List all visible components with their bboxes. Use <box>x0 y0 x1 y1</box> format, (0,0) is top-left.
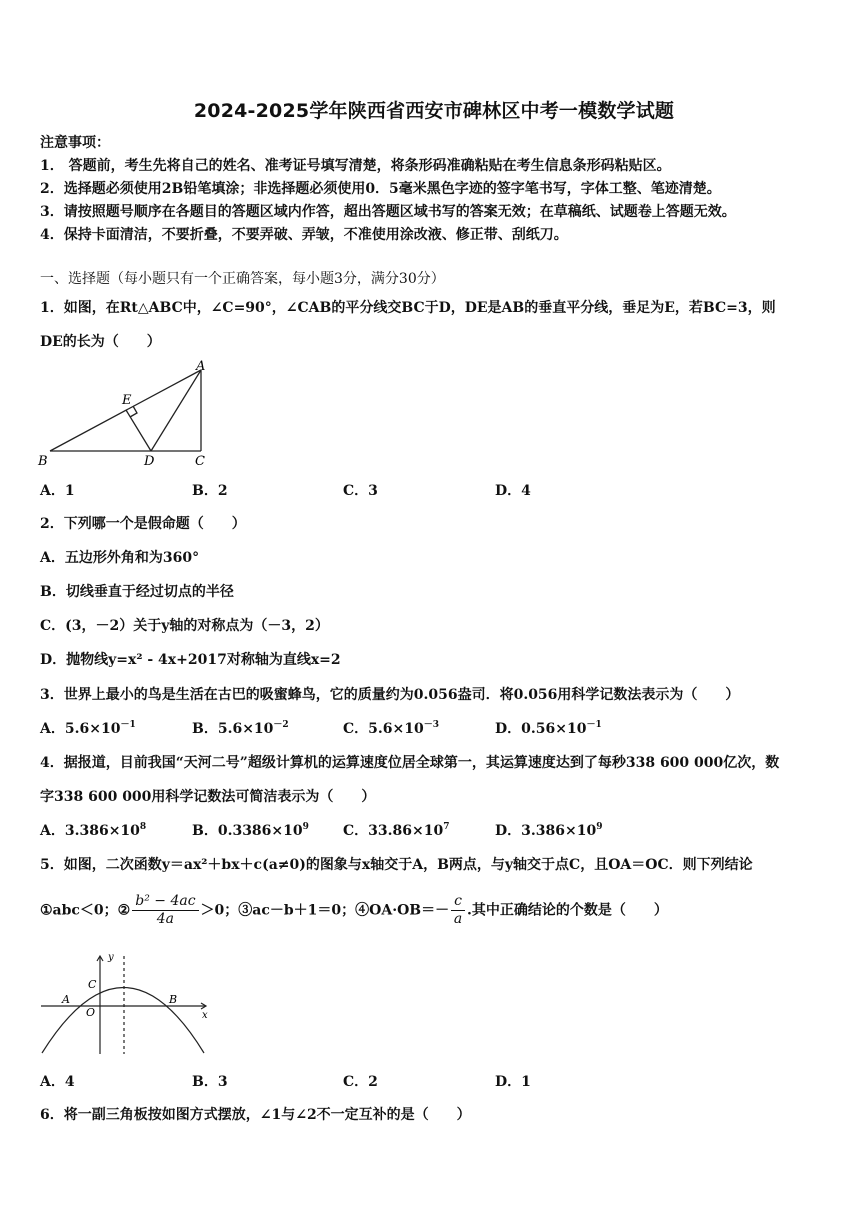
q5-option-a[interactable]: A．4 <box>40 1074 75 1090</box>
q4-stem-line2: 字338 600 000用科学记数法可简洁表示为（ ） <box>40 789 376 805</box>
segment-ab <box>50 370 201 451</box>
q5-options <box>40 1071 660 1091</box>
q3-option-c[interactable]: C．$5.6\times 10^{-3}$ <box>343 720 439 737</box>
label-e: E <box>122 393 132 408</box>
label-a: A <box>196 359 206 374</box>
label-x: x <box>202 1010 208 1021</box>
q4-option-a[interactable]: A．$3.386\times 10^8$ <box>40 822 147 839</box>
q2-option-b[interactable]: B．切线垂直于经过切点的半径 <box>40 584 234 600</box>
label-b: B <box>169 993 178 1006</box>
q3-option-d[interactable]: D．$0.56\times 10^{-1}$ <box>495 720 602 737</box>
q2-option-c[interactable]: C．(3，－2）关于y轴的对称点为（－3，2） <box>40 618 329 634</box>
q3-option-a[interactable]: A．$5.6\times 10^{-1}$ <box>40 720 136 737</box>
notice-item-3: 3．请按照题号顺序在各题目的答题区域内作答，超出答题区域书写的答案无效；在草稿纸、试题卷上答题无效。 <box>40 204 736 220</box>
label-d: D <box>144 454 155 468</box>
q5-option-c[interactable]: C．2 <box>343 1074 378 1090</box>
segment-de <box>126 410 151 451</box>
q1-stem-line1: 1．如图，在Rt△ABC中，∠C=90°，∠CAB的平分线交BC于D，DE是AB的垂直平分线，垂足为E，若BC=3，则 <box>40 300 776 316</box>
segment-ad <box>151 370 201 451</box>
q5-stem-line2: ①abc＜0；② $\frac{\text{b² − 4ac}}{4a}$ ＞0；③ac－b＋1＝0；④OA·OB＝－ $\frac{c}{a}$ .其中正确结论的个数是（ ） <box>40 893 668 927</box>
q1-option-b[interactable]: B．2 <box>192 483 228 499</box>
label-c: C <box>195 454 205 468</box>
q1-triangle-figure <box>34 356 214 468</box>
fraction-c-over-a: $\frac{c}{a}$ <box>451 893 465 928</box>
exam-title: 2024-2025学年陕西省西安市碑林区中考一模数学试题 <box>193 100 675 122</box>
q1-options <box>40 480 660 500</box>
q4-option-b[interactable]: B．$0.3386\times 10^9$ <box>192 822 309 839</box>
label-o: O <box>86 1006 96 1019</box>
q1-option-d[interactable]: D．4 <box>495 483 531 499</box>
q1-stem-line2: DE的长为（ ） <box>40 334 161 350</box>
label-c: C <box>88 978 97 991</box>
q1-option-a[interactable]: A．1 <box>40 483 75 499</box>
q2-option-d[interactable]: D．抛物线y=x² - 4x+2017对称轴为直线x=2 <box>40 652 341 668</box>
q4-option-c[interactable]: C．$33.86\times 10^7$ <box>343 822 450 839</box>
q3-options <box>40 718 660 738</box>
q5-parabola-figure <box>36 950 216 1060</box>
q5-option-d[interactable]: D．1 <box>495 1074 531 1090</box>
q6-stem: 6．将一副三角板按如图方式摆放，∠1与∠2不一定互补的是（ ） <box>40 1107 471 1123</box>
q4-options <box>40 820 660 840</box>
section-heading: 一、选择题（每小题只有一个正确答案，每小题3分，满分30分） <box>40 271 445 287</box>
q3-stem: 3．世界上最小的鸟是生活在古巴的吸蜜蜂鸟，它的质量约为0.056盎司．将0.056用科学记数法表示为（ ） <box>40 687 740 703</box>
notice-item-2: 2．选择题必须使用2B铅笔填涂；非选择题必须使用0．5毫米黑色字迹的签字笔书写，字体工整、笔迹清楚。 <box>40 181 721 197</box>
q4-option-d[interactable]: D．$3.386\times 10^9$ <box>495 822 603 839</box>
q5-stem-line1: 5．如图，二次函数y＝ax²＋bx＋c(a≠0)的图象与x轴交于A，B两点，与y轴交于点C，且OA＝OC．则下列结论 <box>40 857 753 873</box>
label-y: y <box>108 952 114 963</box>
q1-option-c[interactable]: C．3 <box>343 483 378 499</box>
fraction-discriminant: $\frac{\text{b² − 4ac}}{4a}$ <box>132 893 198 928</box>
label-a: A <box>62 993 70 1006</box>
q4-stem-line1: 4．据报道，目前我国“天河二号”超级计算机的运算速度位居全球第一，其运算速度达到了每秒338 600 000亿次，数 <box>40 755 780 771</box>
q2-option-a[interactable]: A．五边形外角和为360° <box>40 550 200 566</box>
q3-option-b[interactable]: B．$5.6\times 10^{-2}$ <box>192 720 289 737</box>
notice-heading: 注意事项： <box>40 135 110 151</box>
notice-item-4: 4．保持卡面清洁，不要折叠，不要弄破、弄皱，不准使用涂改液、修正带、刮纸刀。 <box>40 227 568 243</box>
q2-stem: 2．下列哪一个是假命题（ ） <box>40 516 246 532</box>
notice-item-1: 1． 答题前，考生先将自己的姓名、准考证号填写清楚，将条形码准确粘贴在考生信息条形码粘贴区。 <box>40 158 671 174</box>
q5-option-b[interactable]: B．3 <box>192 1074 228 1090</box>
label-b: B <box>38 454 48 468</box>
